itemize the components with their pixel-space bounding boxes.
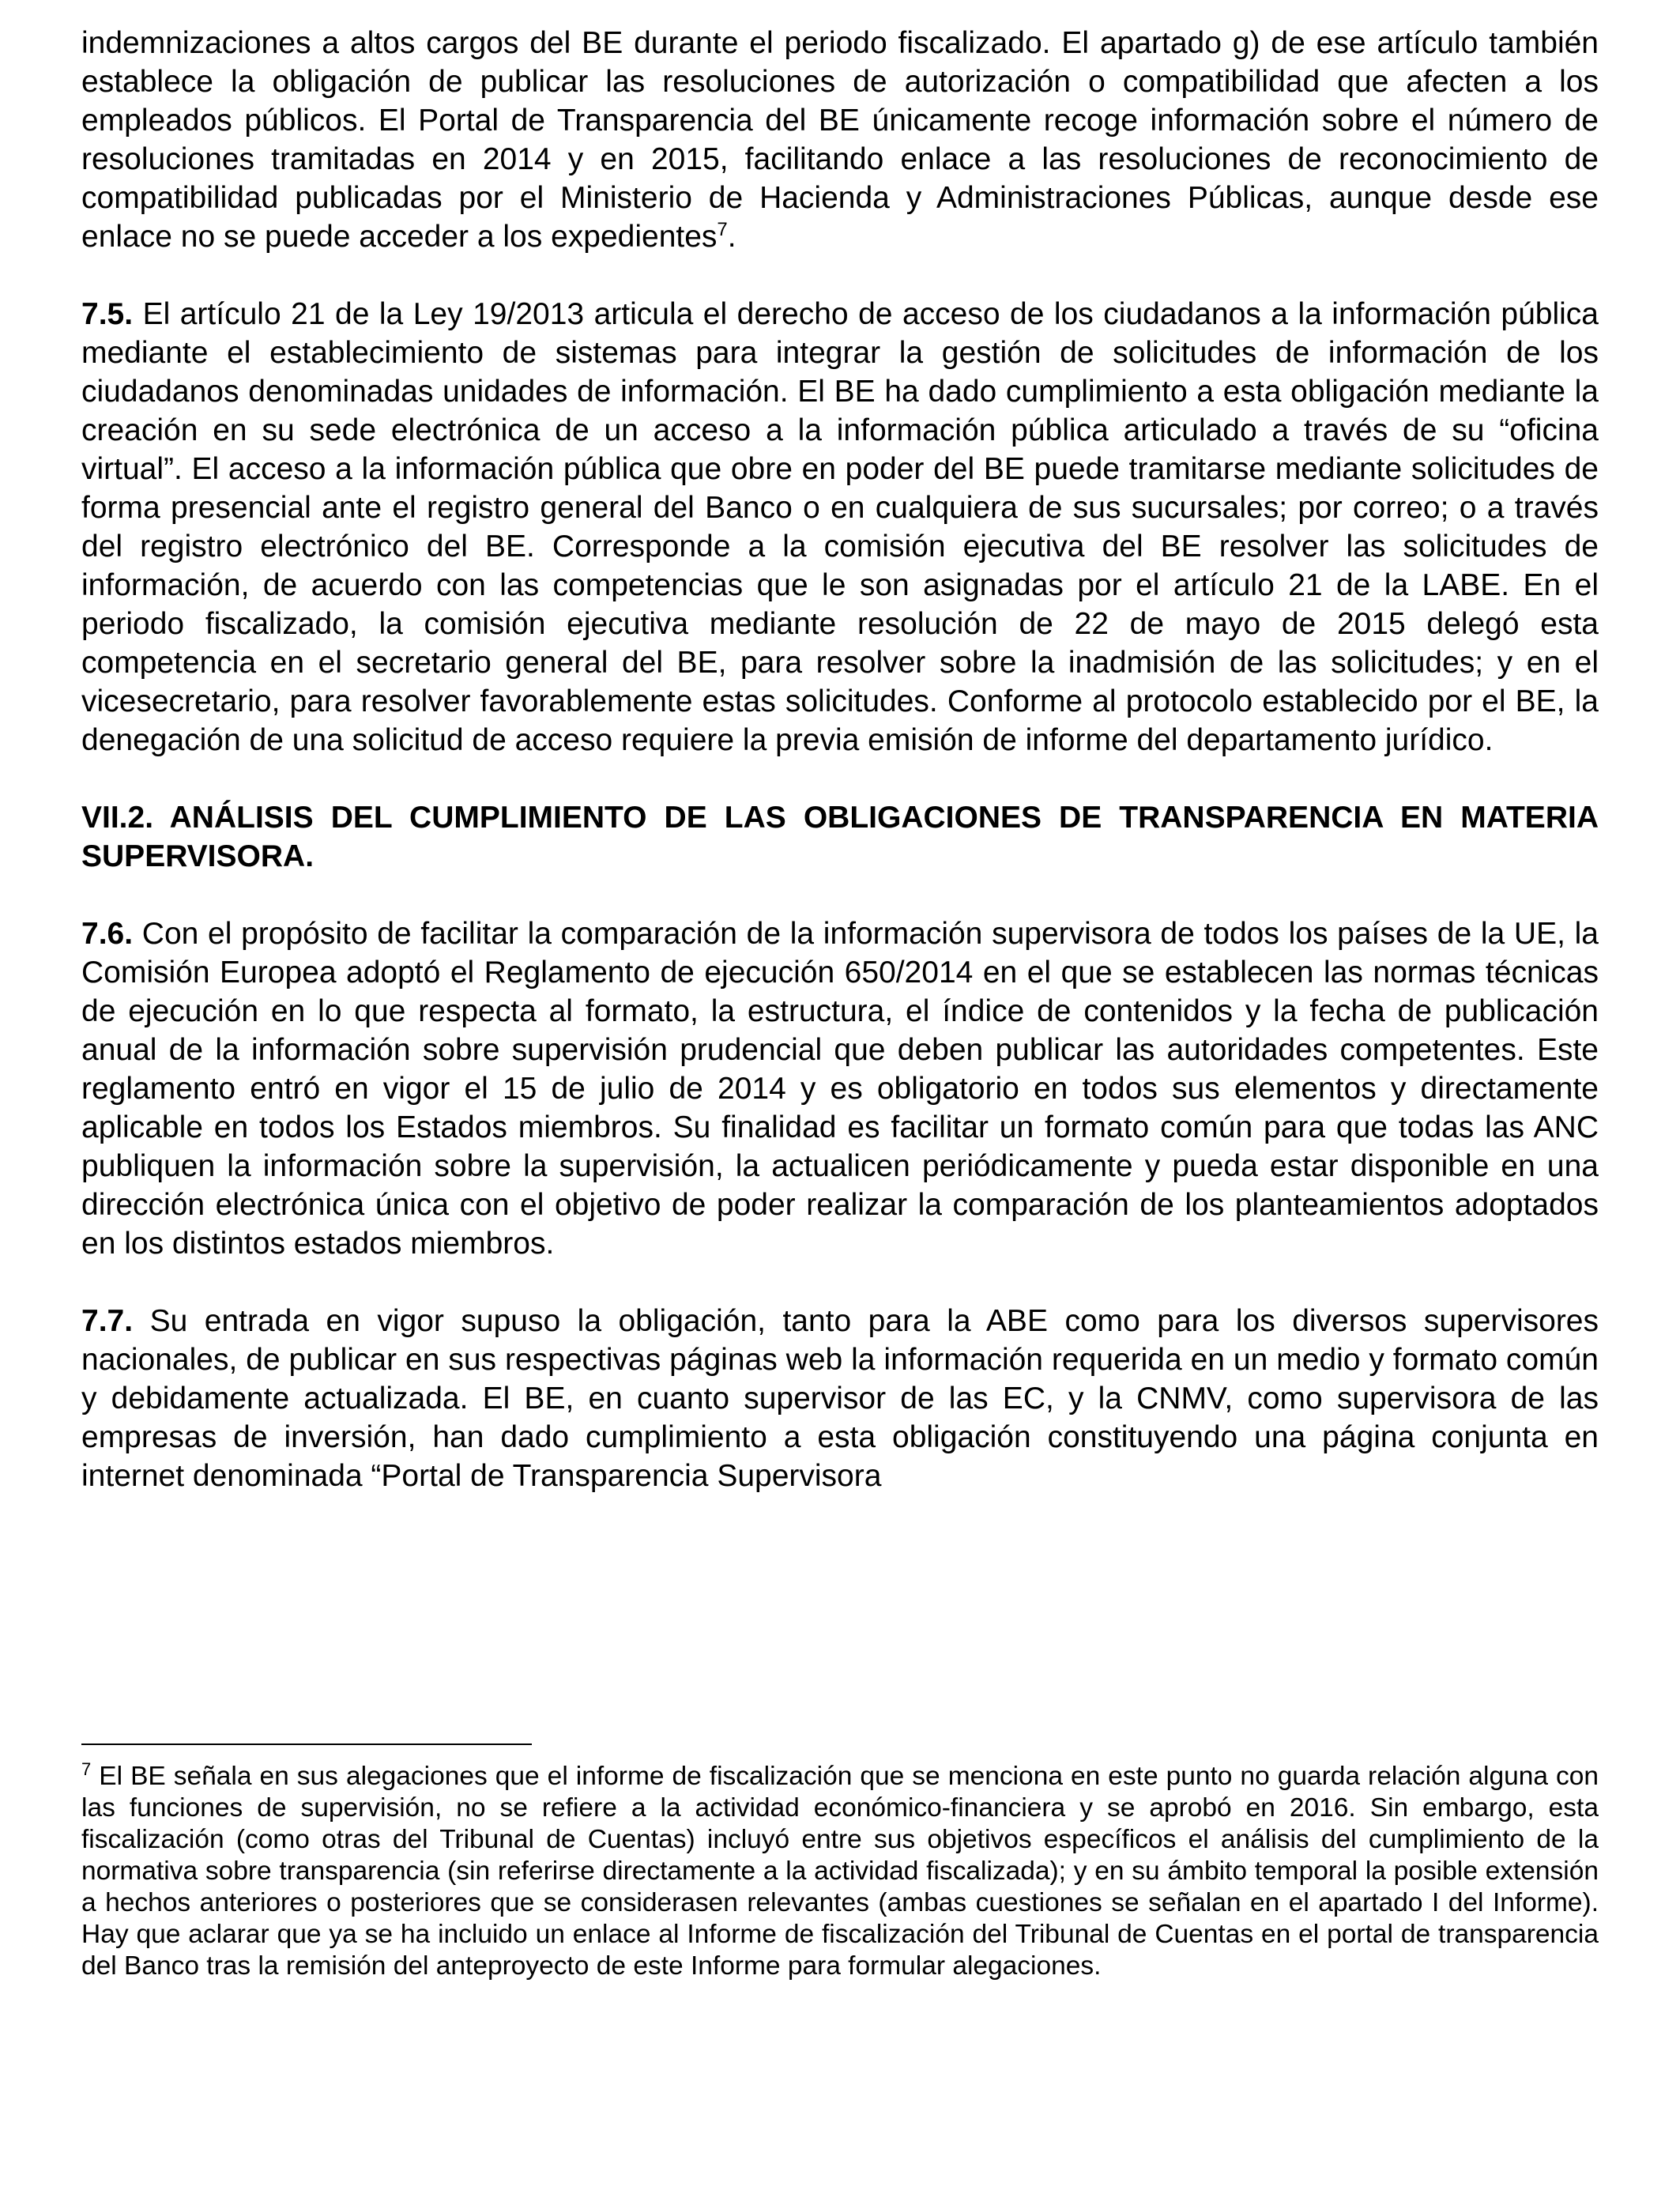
footnote-reference: 7 <box>717 219 728 240</box>
paragraph-text: Con el propósito de facilitar la comparación de la información supervisora de todos los países de la UE, la Comisión Europea adoptó el Reglamento de ejecución 650/2014 en el que se establecen las normas técnicas de ejecución en lo que respecta al formato, la estructura, el índice de contenidos y la fecha de publicación anual de la información sobre supervisión prudencial que deben publicar las autoridades competentes. Este reglamento entró en vigor el 15 de julio de 2014 y es obligatorio en todos sus elementos y directamente aplicable en todos los Estados miembros. Su finalidad es facilitar un formato común para que todas las ANC publiquen la información sobre la supervisión, la actualicen periódicamente y pueda estar disponible en una dirección electrónica única con el objetivo de poder realizar la comparación de los planteamientos adoptados en los distintos estados miembros. <box>81 917 1599 1261</box>
paragraph-continuation <box>81 24 1599 256</box>
footnote-separator <box>81 1744 532 1745</box>
paragraph-text: El artículo 21 de la Ley 19/2013 articula el derecho de acceso de los ciudadanos a la información pública mediante el establecimiento de sistemas para integrar la gestión de solicitudes de información de los ciudadanos denominadas unidades de información. El BE ha dado cumplimiento a esta obligación mediante la creación en su sede electrónica de un acceso a la información pública articulado a través de su “oficina virtual”. El acceso a la información pública que obre en poder del BE puede tramitarse mediante solicitudes de forma presencial ante el registro general del Banco o en cualquiera de sus sucursales; por correo; o a través del registro electrónico del BE. Corresponde a la comisión ejecutiva del BE resolver las solicitudes de información, de acuerdo con las competencias que le son asignadas por el artículo 21 de la LABE. En el periodo fiscalizado, la comisión ejecutiva mediante resolución de 22 de mayo de 2015 delegó esta competencia en el secretario general del BE, para resolver sobre la inadmisión de las solicitudes; y en el vicesecretario, para resolver favorablemente estas solicitudes. Conforme al protocolo establecido por el BE, la denegación de una solicitud de acceso requiere la previa emisión de informe del departamento jurídico. <box>81 297 1599 757</box>
paragraph-text: Su entrada en vigor supuso la obligación, tanto para la ABE como para los diversos supervisores nacionales, de publicar en sus respectivas páginas web la información requerida en un medio y formato común y debidamente actualizada. El BE, en cuanto supervisor de las EC, y la CNMV, como supervisora de las empresas de inversión, han dado cumplimiento a esta obligación constituyendo una página conjunta en internet denominada “Portal de Transparencia Supervisora <box>81 1304 1599 1493</box>
footnote-number: 7 <box>81 1759 92 1779</box>
footnote-7 <box>81 1761 1599 1982</box>
paragraph-tail: . <box>727 220 736 254</box>
section-heading: VII.2. ANÁLISIS DEL CUMPLIMIENTO DE LAS OBLIGACIONES DE TRANSPARENCIA EN MATERIA SUPERVISORA. <box>81 801 1599 873</box>
paragraph-number: 7.7. <box>81 1304 134 1338</box>
paragraph-text: indemnizaciones a altos cargos del BE durante el periodo fiscalizado. El apartado g) de ese artículo también establece la obligación de publicar las resoluciones de autorización o compatibilidad que afecten a los empleados públicos. El Portal de Transparencia del BE únicamente recoge información sobre el número de resoluciones tramitadas en 2014 y en 2015, facilitando enlace a las resoluciones de reconocimiento de compatibilidad publicadas por el Ministerio de Hacienda y Administraciones Públicas, aunque desde ese enlace no se puede acceder a los expedientes <box>81 26 1599 254</box>
paragraph-7-5 <box>81 295 1599 760</box>
body-text <box>81 24 1599 1534</box>
paragraph-number: 7.5. <box>81 297 134 331</box>
paragraph-7-7 <box>81 1302 1599 1495</box>
paragraph-7-6 <box>81 914 1599 1263</box>
footnote-text: El BE señala en sus alegaciones que el informe de fiscalización que se menciona en este punto no guarda relación alguna con las funciones de supervisión, no se refiere a la actividad económico-financiera y se aprobó en 2016. Sin embargo, esta fiscalización (como otras del Tribunal de Cuentas) incluyó entre sus objetivos específicos el análisis del cumplimiento de la normativa sobre transparencia (sin referirse directamente a la actividad fiscalizada); y en su ámbito temporal la posible extensión a hechos anteriores o posteriores que se considerasen relevantes (ambas cuestiones se señalan en el apartado I del Informe). Hay que aclarar que ya se ha incluido un enlace al Informe de fiscalización del Tribunal de Cuentas en el portal de transparencia del Banco tras la remisión del anteproyecto de este Informe para formular alegaciones. <box>81 1762 1599 1981</box>
paragraph-number: 7.6. <box>81 917 134 951</box>
